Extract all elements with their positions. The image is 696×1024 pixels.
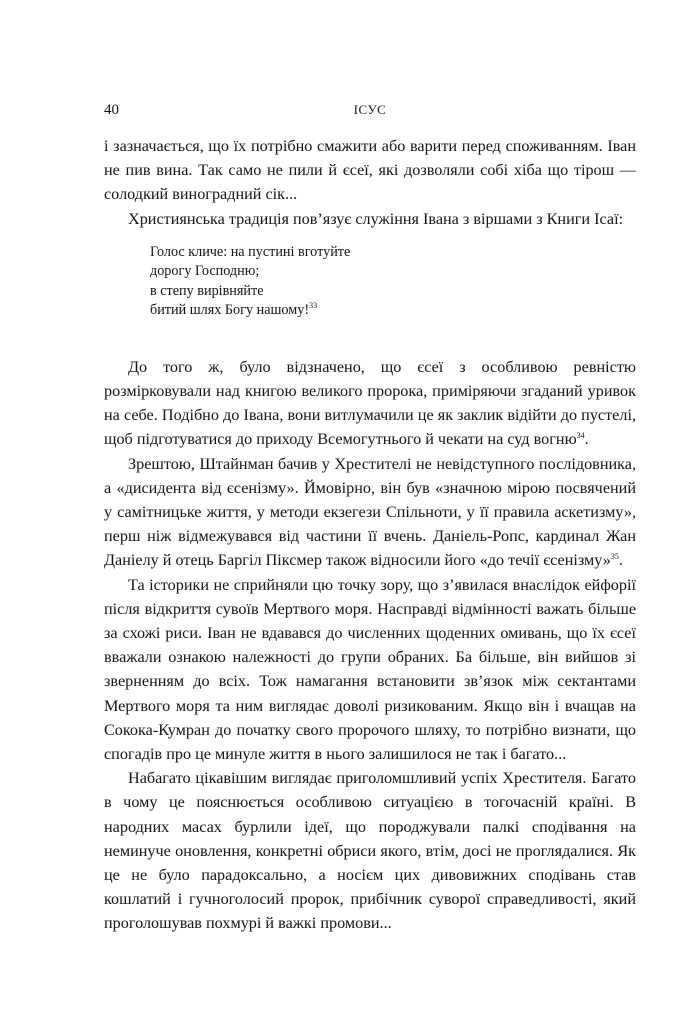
paragraph-5: Та історики не сприйняли цю точку зору, що з’явилася внаслідок ейфорії після відкриття сувоїв Мертвого моря. Насправді відмінності важать більше за схожі риси. Іван не вдавався до численних щоденних омивань, що їх єсеї вважали ознакою належності до групи обраних. Ба більше, він вийшов зі зверненням до всіх. Тож намагання встановити зв’язок між сектантами Мертвого моря та ним виглядає доволі ризикованим. Якщо він і вчащав на Сокока-Кумран до початку свого пророчого шляху, то потрібно визнати, що спогадів про це минуле життя в нього залишилося не так і багато... (104, 575, 636, 764)
page-number: 40 (104, 102, 119, 118)
verse-quote (150, 243, 636, 321)
paragraph-4 (104, 452, 636, 573)
paragraph-3-text: До того ж, було відзначено, що єсеї з особливою ревністю розмірковували над книгою великого пророка, приміряючи згаданий уривок на себе. Подібно до Івана, вони витлумачили це як заклик відійти до пустелі, щоб підготуватися до приходу Всемогутнього й чекати на суд вогню (104, 357, 636, 449)
paragraph-6: Набагато цікавішим виглядає приголомшливий успіх Хрестителя. Багато в чому це пояснюється особливою ситуацією в тогочасній країні. В народних масах бурлили ідеї, що породжували палкі сподівання на неминуче оновлення, конкретні обриси якого, втім, досі не проглядалися. Як це не було парадоксально, а носієм цих дивовижних сподівань став кошлатий і гучноголосий пророк, прибічник суворої справедливості, який проголошував похмурі й важкі промови... (104, 769, 636, 933)
verse-line-4-text: битий шлях Богу нашому! (150, 302, 310, 319)
footnote-ref-35: 35 (610, 552, 619, 562)
paragraph-4-end: . (618, 551, 623, 570)
verse-line-4 (150, 301, 636, 321)
footnote-ref-34: 34 (576, 431, 585, 441)
paragraph-3 (104, 355, 636, 452)
verse-line-3: в степу вирівняйте (150, 282, 264, 299)
paragraph-1: і зазначається, що їх потрібно смажити або варити перед споживанням. Іван не пив вина. Так само не пили й єсеї, які дозволяли собі хіба що тірош — солодкий виноградний сік... (104, 137, 636, 204)
footnote-ref-33: 33 (309, 301, 318, 311)
running-title: ІСУС (353, 102, 387, 117)
body-text (104, 134, 636, 936)
page-header (104, 102, 636, 122)
paragraph-2: Християнська традиція пов’язує служіння Івана з віршами з Книги Ісаї: (128, 209, 624, 228)
verse-line-2: дорогу Господню; (150, 263, 260, 280)
verse-line-1: Голос кличе: на пустині вготуйте (150, 243, 351, 260)
paragraph-3-end: . (584, 430, 589, 449)
paragraph-4-text: Зрештою, Штайнман бачив у Хрестителі не невідступного послідовника, а «дисидента від єсенізму». Ймовірно, він був «значною мірою посвячений у самітницьке життя, у методи екзегези Спільноти, у її правила аскетизму», перш ніж відмежувався від частини її вчень. Даніель-Ропс, кардинал Жан Даніелу й отець Баргіл Піксмер також відносили його «до течії єсенізму» (104, 454, 636, 570)
